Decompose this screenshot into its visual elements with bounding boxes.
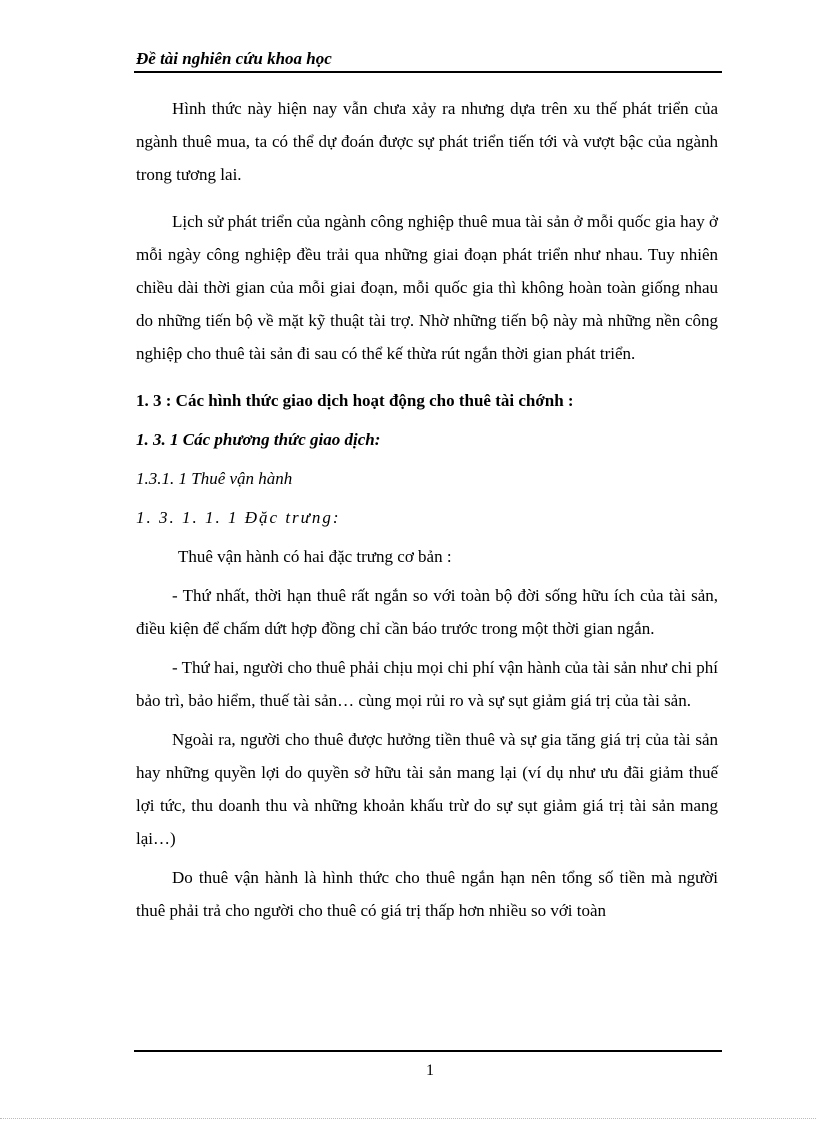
- header-title: Đề tài nghiên cứu khoa học: [136, 49, 332, 68]
- point-1: - Thứ nhất, thời hạn thuê rất ngắn so với toàn bộ đời sống hữu ích của tài sản, điều kiện để chấm dứt hợp đồng chỉ cần báo trước trong một thời gian ngắn.: [136, 586, 718, 638]
- section-heading-1-3-1-1: 1.3.1. 1 Thuê vận hành: [136, 469, 293, 488]
- paragraph-1: Hình thức này hiện nay vẫn chưa xảy ra nhưng dựa trên xu thế phát triển của ngành thuê mua, ta có thể dự đoán được sự phát triển tiến tới và vượt bậc của ngành trong tương lai.: [136, 99, 718, 184]
- header-rule: [134, 71, 722, 73]
- intro-line: Thuê vận hành có hai đặc trưng cơ bản :: [178, 547, 452, 566]
- page-number: 1: [426, 1062, 434, 1079]
- section-heading-1-3-1: 1. 3. 1 Các phương thức giao dịch:: [136, 430, 381, 449]
- paragraph-4: Do thuê vận hành là hình thức cho thuê ngắn hạn nên tổng số tiền mà người thuê phải trả cho người cho thuê có giá trị thấp hơn nhiều so với toàn: [136, 868, 718, 920]
- footer-rule: [134, 1050, 722, 1052]
- section-heading-1-3: 1. 3 : Các hình thức giao dịch hoạt động cho thuê tài chớnh :: [136, 391, 574, 410]
- document-body: [136, 92, 718, 927]
- page-bottom-border: [0, 1118, 816, 1119]
- point-2: - Thứ hai, người cho thuê phải chịu mọi chi phí vận hành của tài sản như chi phí bảo trì, bảo hiểm, thuế tài sản… cùng mọi rủi ro và sự sụt giảm giá trị của tài sản.: [136, 658, 718, 710]
- paragraph-3: Ngoài ra, người cho thuê được hưởng tiền thuê và sự gia tăng giá trị của tài sản hay những quyền lợi do quyền sở hữu tài sản mang lại (ví dụ như ưu đãi giảm thuế lợi tức, thu doanh thu và những khoản khấu trừ do sự sụt giảm giá trị tài sản mang lại…): [136, 730, 718, 848]
- section-heading-1-3-1-1-1: 1. 3. 1. 1. 1 Đặc trưng:: [136, 508, 341, 527]
- paragraph-2: Lịch sử phát triển của ngành công nghiệp thuê mua tài sản ở mỗi quốc gia hay ở mỗi ngày công nghiệp đều trải qua những giai đoạn phát triển như nhau. Tuy nhiên chiều dài thời gian của mỗi giai đoạn, mỗi quốc gia thì không hoàn toàn giống nhau do những tiến bộ về mặt kỹ thuật tài trợ. Nhờ những tiến bộ này mà những nền công nghiệp cho thuê tài sản đi sau có thể kế thừa rút ngắn thời gian phát triển.: [136, 212, 718, 363]
